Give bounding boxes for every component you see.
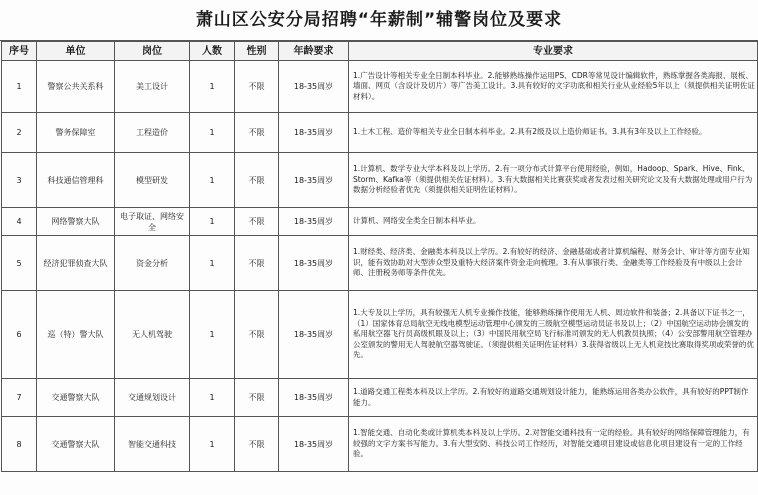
cell-count: 1 <box>190 113 235 153</box>
cell-age: 18-35周岁 <box>279 61 349 113</box>
cell-unit: 交通警察大队 <box>37 379 115 417</box>
cell-unit: 警察公共关系科 <box>37 61 115 113</box>
cell-unit: 交通警察大队 <box>37 417 115 472</box>
cell-post: 交通规划设计 <box>115 379 190 417</box>
cell-no: 3 <box>2 153 37 208</box>
cell-post: 美工设计 <box>115 61 190 113</box>
table-row <box>2 379 758 417</box>
cell-post: 模型研发 <box>115 153 190 208</box>
cell-requirements: 计算机、网络安全类全日制本科毕业。 <box>349 208 758 236</box>
cell-age: 18-35周岁 <box>279 113 349 153</box>
header-row <box>2 42 758 61</box>
cell-gender: 不限 <box>235 113 279 153</box>
cell-count: 1 <box>190 236 235 291</box>
cell-unit: 警务保障室 <box>37 113 115 153</box>
cell-gender: 不限 <box>235 417 279 472</box>
table-row <box>2 291 758 379</box>
cell-unit: 经济犯罪侦查大队 <box>37 236 115 291</box>
page-title: 萧山区公安分局招聘“年薪制”辅警岗位及要求 <box>0 0 758 41</box>
cell-count: 1 <box>190 291 235 379</box>
cell-post: 电子取证、网络安全 <box>115 208 190 236</box>
table-row <box>2 236 758 291</box>
cell-post: 工程造价 <box>115 113 190 153</box>
cell-no: 6 <box>2 291 37 379</box>
cell-gender: 不限 <box>235 291 279 379</box>
cell-gender: 不限 <box>235 208 279 236</box>
cell-no: 4 <box>2 208 37 236</box>
cell-requirements: 1.智能交通、自动化类或计算机类本科及以上学历。2.对智能交通科技有一定的经验。具有较好的网络保障管理能力，有较强的文字方案书写能力。3.有大型安防、科技公司工作经历，对智能交通项目建设或信息化项目建设有一定的工作经验。 <box>349 417 758 472</box>
jobs-table <box>1 41 758 472</box>
cell-unit: 网络警察大队 <box>37 208 115 236</box>
cell-age: 18-35周岁 <box>279 379 349 417</box>
cell-gender: 不限 <box>235 153 279 208</box>
cell-post: 智能交通科技 <box>115 417 190 472</box>
cell-age: 18-35周岁 <box>279 208 349 236</box>
cell-count: 1 <box>190 379 235 417</box>
cell-age: 18-35周岁 <box>279 236 349 291</box>
table-row <box>2 153 758 208</box>
cell-count: 1 <box>190 153 235 208</box>
cell-gender: 不限 <box>235 61 279 113</box>
cell-age: 18-35周岁 <box>279 153 349 208</box>
col-header-unit: 单位 <box>37 42 115 61</box>
cell-no: 5 <box>2 236 37 291</box>
col-header-requirements: 专业要求 <box>349 42 758 61</box>
cell-age: 18-35周岁 <box>279 417 349 472</box>
cell-count: 1 <box>190 61 235 113</box>
col-header-post: 岗位 <box>115 42 190 61</box>
col-header-age: 年龄要求 <box>279 42 349 61</box>
cell-requirements: 1.大专及以上学历，具有较强无人机专业操作技能，能够熟练操作使用无人机、周边软件和装备；2.具备以下证书之一，（1）国家体育总局航空无线电模型运动管理中心颁发的三级航空模型运动员证书及以上；（2）中国航空运动协会颁发的私用航空器飞行员高级机眼及以上；（3）中国民用航空局飞行标准司颁发的无人机教员执照；（4）公安部警用航空管理办公室颁发的警用无人驾驶航空器驾驶证。（须提供相关证明佐证材料）3.获得省级以上无人机竞技比赛取得奖项或荣誉的优先。 <box>349 291 758 379</box>
table-row <box>2 417 758 472</box>
cell-post: 资金分析 <box>115 236 190 291</box>
cell-age: 18-35周岁 <box>279 291 349 379</box>
cell-requirements: 1.土木工程、造价等相关专业全日制本科毕业。2.具有2级及以上造价师证书。3.具有3年及以上工作经验。 <box>349 113 758 153</box>
cell-requirements: 1.计算机、数学专业大学本科及以上学历。2.有一项分布式计算平台使用经验，例如，Hadoop、Spark、Hive、Fink、Storm、Kafka等（须提供相关佐证材料）。3.有大数据相关比赛获奖或者发表过相关研究论文及有大数据处理或用户行为数据分析经验者优先（须提供相关证明佐证材料）。 <box>349 153 758 208</box>
cell-requirements: 1.广告设计等相关专业全日制本科毕业。2.能够熟练操作运用PS、CDR等常见设计编辑软件，熟练掌握各类海报、展板、墙面、网页（含设计及切片）等广告美工设计。3.具有较好的文字功底和相关行业从业经验5年以上（须提供相关证明佐证材料）。 <box>349 61 758 113</box>
cell-no: 7 <box>2 379 37 417</box>
col-header-count: 人数 <box>190 42 235 61</box>
cell-unit: 巡（特）警大队 <box>37 291 115 379</box>
cell-no: 8 <box>2 417 37 472</box>
cell-requirements: 1.道路交通工程类本科及以上学历。2.有较好的道路交通规划设计能力，能熟练运用各类办公软件，具有较好的PPT制作能力。 <box>349 379 758 417</box>
table-row <box>2 113 758 153</box>
cell-count: 1 <box>190 208 235 236</box>
cell-requirements: 1.财经类、经济类、金融类本科及以上学历。2.有较好的经济、金融基础或者计算机编程、财务会计、审计等方面专业知识，能有效协助对大型涉众型及重特大经济案件资金走向梳理。3.有从事银行类、金融类等工作经验及有中级以上会计师、注册税务师等条件优先。 <box>349 236 758 291</box>
col-header-gender: 性别 <box>235 42 279 61</box>
table-row <box>2 61 758 113</box>
cell-post: 无人机驾驶 <box>115 291 190 379</box>
cell-gender: 不限 <box>235 236 279 291</box>
cell-no: 1 <box>2 61 37 113</box>
cell-no: 2 <box>2 113 37 153</box>
cell-unit: 科技通信管理科 <box>37 153 115 208</box>
table-row <box>2 208 758 236</box>
cell-gender: 不限 <box>235 379 279 417</box>
cell-count: 1 <box>190 417 235 472</box>
col-header-no: 序号 <box>2 42 37 61</box>
